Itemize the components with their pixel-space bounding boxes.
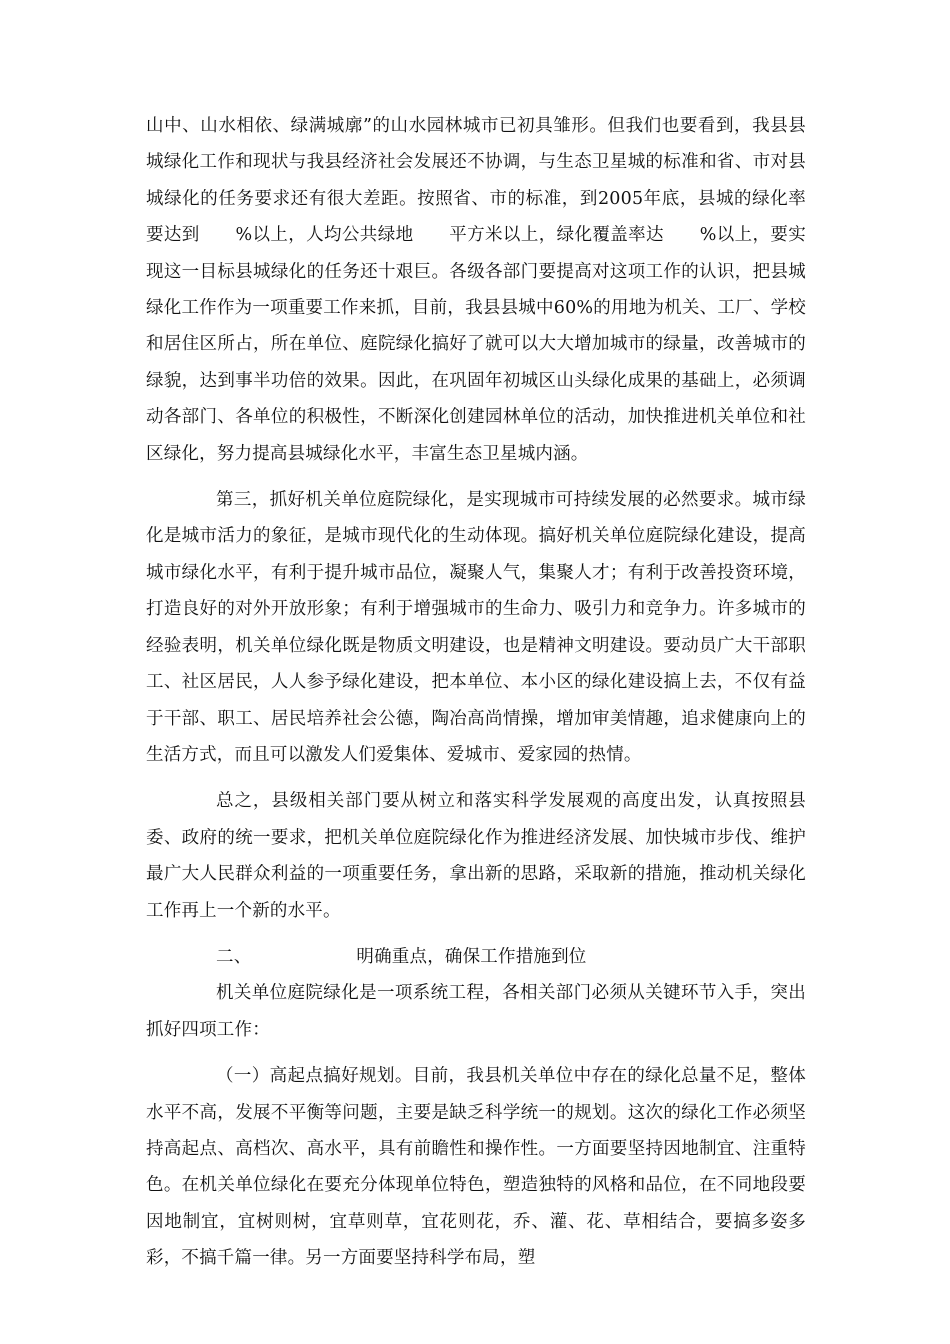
paragraph-item-one: （一）高起点搞好规划。目前，我县机关单位中存在的绿化总量不足，整体水平不高，发展不平衡等问题，主要是缺乏科学统一的规划。这次的绿化工作必须坚持高起点、高档次、高水平，具有前瞻性和操作性。一方面要坚持因地制宜、注重特色。在机关单位绿化在要充分体现单位特色，塑造独特的风格和品位，在不同地段要因地制宜，宜树则树，宜草则草，宜花则花，乔、灌、花、草相结合，要搞多姿多彩，不搞千篇一律。另一方面要坚持科学布局，塑 [146, 1066, 806, 1269]
section-heading [146, 939, 806, 975]
section-title: 明确重点，确保工作措施到位 [356, 946, 587, 967]
document-body [146, 108, 806, 1277]
paragraph-continued: 山中、山水相依、绿满城廓”的山水园林城市已初具雏形。但我们也要看到，我县县城绿化工作和现状与我县经济社会发展还不协调，与生态卫星城的标准和省、市对县城绿化的任务要求还有很大差距。按照省、市的标准，到2005年底，县城的绿化率要达到 %以上，人均公共绿地 平方米以上，绿化覆盖率达 %以上，要实现这一目标县城绿化的任务还十艰巨。各级各部门要提高对这项工作的认识，把县城绿化工作作为一项重要工作来抓，目前，我县县城中60%的用地为机关、工厂、学校和居住区所占，所在单位、庭院绿化搞好了就可以大大增加城市的绿量，改善城市的绿貌，达到事半功倍的效果。因此，在巩固年初城区山头绿化成果的基础上，必须调动各部门、各单位的积极性，不断深化创建园林单位的活动，加快推进机关单位和社区绿化，努力提高县城绿化水平，丰富生态卫星城内涵。 [146, 116, 806, 464]
paragraph-intro: 机关单位庭院绿化是一项系统工程，各相关部门必须从关键环节入手，突出抓好四项工作： [146, 983, 806, 1040]
paragraph-summary: 总之，县级相关部门要从树立和落实科学发展观的高度出发，认真按照县委、政府的统一要求，把机关单位庭院绿化作为推进经济发展、加快城市步伐、维护最广大人民群众利益的一项重要任务，拿出新的思路，采取新的措施，推动机关绿化工作再上一个新的水平。 [146, 791, 806, 921]
section-number: 二、 [216, 946, 252, 967]
paragraph-third-point: 第三，抓好机关单位庭院绿化，是实现城市可持续发展的必然要求。城市绿化是城市活力的象征，是城市现代化的生动体现。搞好机关单位庭院绿化建设，提高城市绿化水平，有利于提升城市品位，凝聚人气，集聚人才；有利于改善投资环境，打造良好的对外开放形象；有利于增强城市的生命力、吸引力和竞争力。许多城市的经验表明，机关单位绿化既是物质文明建设，也是精神文明建设。要动员广大干部职工、社区居民，人人参予绿化建设，把本单位、本小区的绿化建设搞上去，不仅有益于干部、职工、居民培养社会公德，陶冶高尚情操，增加审美情趣，追求健康向上的生活方式，而且可以激发人们爱集体、爱城市、爱家园的热情。 [146, 490, 806, 765]
